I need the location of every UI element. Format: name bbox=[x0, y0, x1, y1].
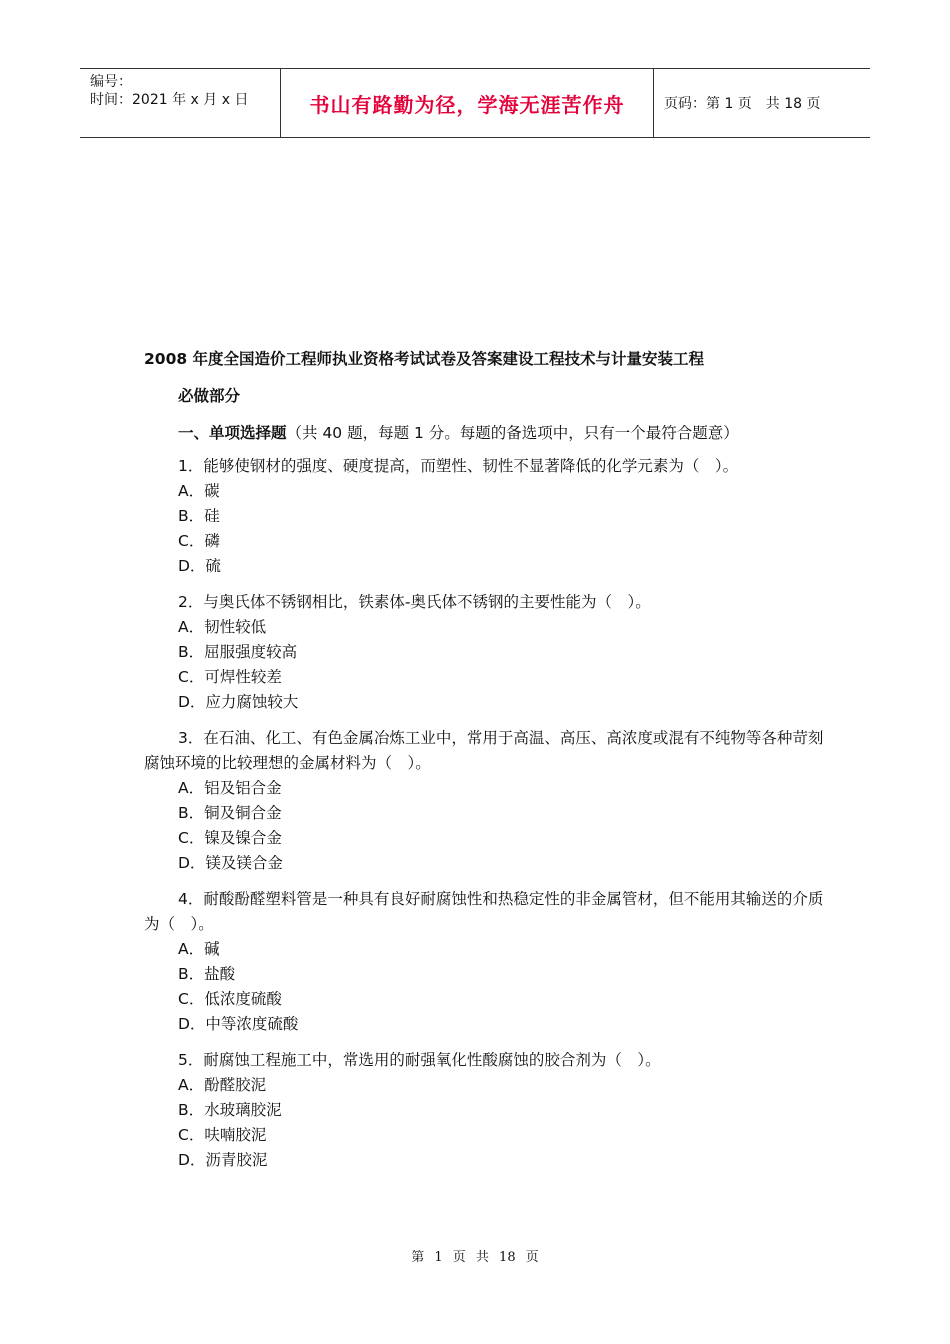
option-b: B．水玻璃胶泥 bbox=[178, 1101, 282, 1119]
question-stem: 2．与奥氏体不锈钢相比，铁素体-奥氏体不锈钢的主要性能为（ ）。 bbox=[178, 593, 651, 611]
option-d: D．应力腐蚀较大 bbox=[178, 693, 299, 711]
document-body bbox=[144, 345, 824, 1184]
serial-number-label: 编号： bbox=[90, 74, 132, 90]
option-a: A．韧性较低 bbox=[178, 618, 267, 636]
page-footer: 第 1 页 共 18 页 bbox=[411, 1250, 539, 1265]
option-b: B．盐酸 bbox=[178, 965, 236, 983]
question-stem: 1．能够使钢材的强度、硬度提高，而塑性、韧性不显著降低的化学元素为（ ）。 bbox=[178, 457, 739, 475]
date-label: 时间：2021 年 x 月 x 日 bbox=[90, 92, 249, 108]
option-b: B．屈服强度较高 bbox=[178, 643, 298, 661]
page-header bbox=[80, 68, 870, 138]
question-2 bbox=[144, 590, 824, 715]
option-c: C．磷 bbox=[178, 532, 220, 550]
header-page-info: 页码：第 1 页 共 18 页 bbox=[664, 96, 821, 112]
header-motto: 书山有路勤为径，学海无涯苦作舟 bbox=[281, 69, 654, 137]
question-3 bbox=[144, 726, 824, 876]
header-meta-cell bbox=[80, 69, 281, 137]
option-c: C．低浓度硫酸 bbox=[178, 990, 282, 1008]
part-heading-note: （共 40 题，每题 1 分。每题的备选项中，只有一个最符合题意） bbox=[286, 424, 739, 442]
question-stem: 4．耐酸酚醛塑料管是一种具有良好耐腐蚀性和热稳定性的非金属管材，但不能用其输送的介质为（ ）。 bbox=[144, 890, 824, 933]
option-d: D．硫 bbox=[178, 557, 221, 575]
question-4 bbox=[144, 887, 824, 1037]
part-heading bbox=[178, 419, 824, 447]
question-1 bbox=[144, 454, 824, 579]
option-a: A．碱 bbox=[178, 940, 220, 958]
question-5 bbox=[144, 1048, 824, 1173]
option-d: D．沥青胶泥 bbox=[178, 1151, 268, 1169]
option-c: C．呋喃胶泥 bbox=[178, 1126, 267, 1144]
section-title: 必做部分 bbox=[178, 387, 241, 405]
option-a: A．碳 bbox=[178, 482, 220, 500]
option-c: C．镍及镍合金 bbox=[178, 829, 282, 847]
question-stem: 5．耐腐蚀工程施工中，常选用的耐强氧化性酸腐蚀的胶合剂为（ ）。 bbox=[178, 1051, 661, 1069]
document-title: 2008 年度全国造价工程师执业资格考试试卷及答案建设工程技术与计量安装工程 bbox=[144, 350, 705, 368]
option-a: A．酚醛胶泥 bbox=[178, 1076, 267, 1094]
option-b: B．硅 bbox=[178, 507, 220, 525]
option-b: B．铜及铜合金 bbox=[178, 804, 282, 822]
option-a: A．铝及铝合金 bbox=[178, 779, 282, 797]
option-d: D．中等浓度硫酸 bbox=[178, 1015, 299, 1033]
option-c: C．可焊性较差 bbox=[178, 668, 282, 686]
part-heading-label: 一、单项选择题 bbox=[178, 424, 287, 442]
question-stem: 3．在石油、化工、有色金属冶炼工业中，常用于高温、高压、高浓度或混有不纯物等各种苛刻腐蚀环境的比较理想的金属材料为（ ）。 bbox=[144, 729, 824, 772]
option-d: D．镁及镁合金 bbox=[178, 854, 283, 872]
